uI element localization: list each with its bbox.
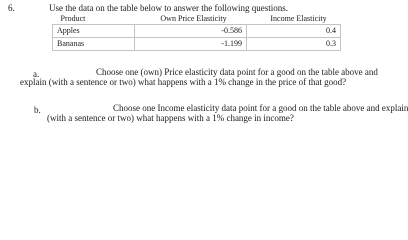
header-own-price-elasticity: Own Price Elasticity [135, 14, 247, 25]
table-row [53, 25, 341, 38]
cell-income-elasticity: 0.4 [247, 25, 341, 38]
part-b-text-line2: (with a sentence or two) what happens with a 1% change in income? [47, 113, 294, 123]
cell-product: Apples [53, 25, 135, 38]
part-b-text-line1: Choose one Income elasticity data point for a good on the table above and explain [113, 103, 408, 113]
part-a-text-line1: Choose one (own) Price elasticity data point for a good on the table above and [96, 67, 378, 77]
cell-own-price-elasticity: -1.199 [135, 38, 247, 51]
cell-income-elasticity: 0.3 [247, 38, 341, 51]
table-header-row [53, 14, 341, 25]
part-a-text-line2: explain (with a sentence or two) what happens with a 1% change in the price of that good? [20, 77, 347, 87]
table-row [53, 38, 341, 51]
part-a-label: a. [33, 69, 40, 79]
question-intro: Use the data on the table below to answer the following questions. [49, 3, 288, 13]
question-number: 6. [8, 3, 15, 13]
header-product: Product [53, 14, 135, 25]
cell-product: Bananas [53, 38, 135, 51]
cell-own-price-elasticity: -0.586 [135, 25, 247, 38]
part-b-label: b. [34, 105, 41, 115]
header-income-elasticity: Income Elasticity [247, 14, 341, 25]
elasticity-table [52, 14, 341, 51]
